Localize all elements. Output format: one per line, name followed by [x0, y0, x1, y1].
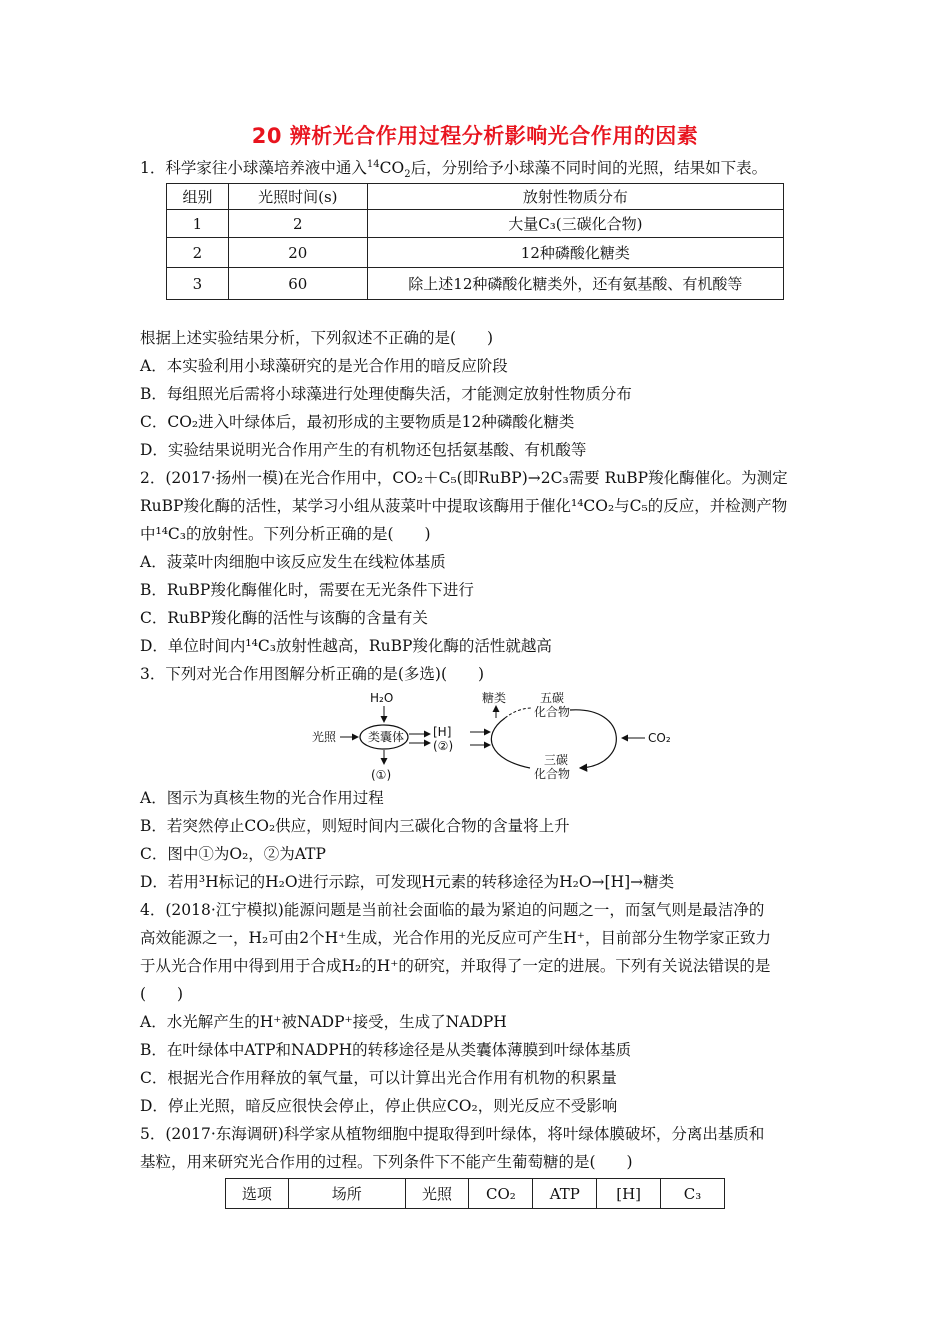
- diagram-sugar-label: 糖类: [482, 691, 507, 705]
- q1-co2: CO: [379, 159, 405, 177]
- diagram-c3-label-a: 三碳: [544, 753, 569, 767]
- q2-option-d: D．单位时间内¹⁴C₃放射性越高，RuBP羧化酶的活性就越高: [140, 637, 552, 655]
- q3-option-a: A．图示为真核生物的光合作用过程: [140, 789, 384, 807]
- q4-stem-line3: 于从光合作用中得到用于合成H₂的H⁺的研究，并取得了一定的进展。下列有关说法错误的是: [140, 957, 771, 975]
- table-cell: 2: [167, 238, 229, 268]
- table-cell: 12种磷酸化糖类: [367, 238, 783, 268]
- table-header: 组别: [167, 184, 229, 210]
- table-header: ATP: [533, 1179, 597, 1209]
- q4-stem-line4: ( ): [140, 985, 184, 1003]
- q5-stem-line1: 5．(2017·东海调研)科学家从植物细胞中提取得到叶绿体，将叶绿体膜破坏，分离出基质和: [140, 1125, 765, 1143]
- q4-option-b: B．在叶绿体中ATP和NADPH的转移途径是从类囊体薄膜到叶绿体基质: [140, 1041, 632, 1059]
- q2-option-c: C．RuBP羧化酶的活性与该酶的含量有关: [140, 609, 428, 627]
- q1-stem-text-a: 1．科学家往小球藻培养液中通入: [140, 159, 367, 177]
- table-cell: 1: [167, 210, 229, 238]
- q1-sub2: 2: [404, 169, 411, 181]
- diagram-two-label: (②): [433, 739, 454, 753]
- diagram-cycle-right: [570, 710, 616, 768]
- table-row: [167, 238, 784, 268]
- diagram-c5-label-b: 化合物: [534, 705, 571, 719]
- q3-stem: 3．下列对光合作用图解分析正确的是(多选)( ): [140, 665, 485, 683]
- table-header: 光照: [405, 1179, 469, 1209]
- q4-stem-line2: 高效能源之一，H₂可由2个H⁺生成，光合作用的光反应可产生H⁺，目前部分生物学家正致力: [140, 929, 771, 947]
- diagram-one-label: (①): [371, 768, 392, 782]
- q2-option-b: B．RuBP羧化酶催化时，需要在无光条件下进行: [140, 581, 474, 599]
- table-cell: 3: [167, 268, 229, 300]
- q4-stem-line1: 4．(2018·江宁模拟)能源问题是当前社会面临的最为紧迫的问题之一，而氢气则是最洁净的: [140, 901, 765, 919]
- q5-table: [225, 1178, 725, 1209]
- diagram-light-label: 光照: [312, 730, 337, 744]
- q1-option-c: C．CO₂进入叶绿体后，最初形成的主要物质是12种磷酸化糖类: [140, 413, 575, 431]
- q3-option-c: C．图中①为O₂，②为ATP: [140, 845, 326, 863]
- diagram-cycle-left: [491, 718, 530, 768]
- table-row: [167, 268, 784, 300]
- q2-stem-line2: RuBP羧化酶的活性，某学习小组从菠菜叶中提取该酶用于催化¹⁴CO₂与C₅的反应，并检测产物: [140, 497, 788, 515]
- table-cell: 除上述12种磷酸化糖类外，还有氨基酸、有机酸等: [367, 268, 783, 300]
- diagram-co2-label: CO₂: [648, 731, 671, 745]
- q1-option-b: B．每组照光后需将小球藻进行处理使酶失活，才能测定放射性物质分布: [140, 385, 632, 403]
- table-header: 放射性物质分布: [367, 184, 783, 210]
- q1-sup14: 14: [366, 158, 380, 170]
- q2-stem-line1: 2．(2017·扬州一模)在光合作用中，CO₂＋C₅(即RuBP)→2C₃需要 RuBP羧化酶催化。为测定: [140, 469, 788, 487]
- table-cell: 大量C₃(三碳化合物): [367, 210, 783, 238]
- q3-option-d: D．若用³H标记的H₂O进行示踪，可发现H元素的转移途径为H₂O→[H]→糖类: [140, 873, 675, 891]
- table-cell: 60: [228, 268, 367, 300]
- q1-option-a: A．本实验利用小球藻研究的是光合作用的暗反应阶段: [140, 357, 508, 375]
- q4-option-a: A．水光解产生的H⁺被NADP⁺接受，生成了NADPH: [140, 1013, 507, 1031]
- table-header-row: [167, 184, 784, 210]
- q1-table: [166, 183, 784, 300]
- diagram-c5-label-a: 五碳: [540, 691, 565, 705]
- q2-stem-line3: 中¹⁴C₃的放射性。下列分析正确的是( ): [140, 525, 431, 543]
- q1-prompt: 根据上述实验结果分析，下列叙述不正确的是( ): [140, 329, 494, 347]
- q1-option-d: D．实验结果说明光合作用产生的有机物还包括氨基酸、有机酸等: [140, 441, 587, 459]
- q5-stem-line2: 基粒，用来研究光合作用的过程。下列条件下不能产生葡萄糖的是( ): [140, 1153, 633, 1171]
- table-header: C₃: [661, 1179, 725, 1209]
- q3-option-b: B．若突然停止CO₂供应，则短时间内三碳化合物的含量将上升: [140, 817, 570, 835]
- q1-stem: [140, 158, 768, 181]
- page-title: 20 辨析光合作用过程分析影响光合作用的因素: [251, 124, 699, 148]
- photosynthesis-diagram: [300, 688, 680, 784]
- table-header: 光照时间(s): [228, 184, 367, 210]
- table-header-row: [226, 1179, 725, 1209]
- diagram-thylakoid-label: 类囊体: [368, 730, 405, 744]
- table-header: CO₂: [469, 1179, 533, 1209]
- diagram-h2o-label: H₂O: [370, 691, 394, 705]
- q2-option-a: A．菠菜叶肉细胞中该反应发生在线粒体基质: [140, 553, 446, 571]
- table-cell: 2: [228, 210, 367, 238]
- diagram-c3-label-b: 化合物: [534, 767, 571, 781]
- diagram-dashed-link: [505, 708, 532, 718]
- table-row: [167, 210, 784, 238]
- q4-option-c: C．根据光合作用释放的氧气量，可以计算出光合作用有机物的积累量: [140, 1069, 617, 1087]
- table-cell: 20: [228, 238, 367, 268]
- q4-option-d: D．停止光照，暗反应很快会停止，停止供应CO₂，则光反应不受影响: [140, 1097, 618, 1115]
- table-header: 场所: [288, 1179, 405, 1209]
- table-header: 选项: [226, 1179, 289, 1209]
- q1-stem-text-b: 后，分别给予小球藻不同时间的光照，结果如下表。: [410, 159, 768, 177]
- diagram-h-label: [H]: [433, 725, 452, 739]
- table-header: [H]: [597, 1179, 661, 1209]
